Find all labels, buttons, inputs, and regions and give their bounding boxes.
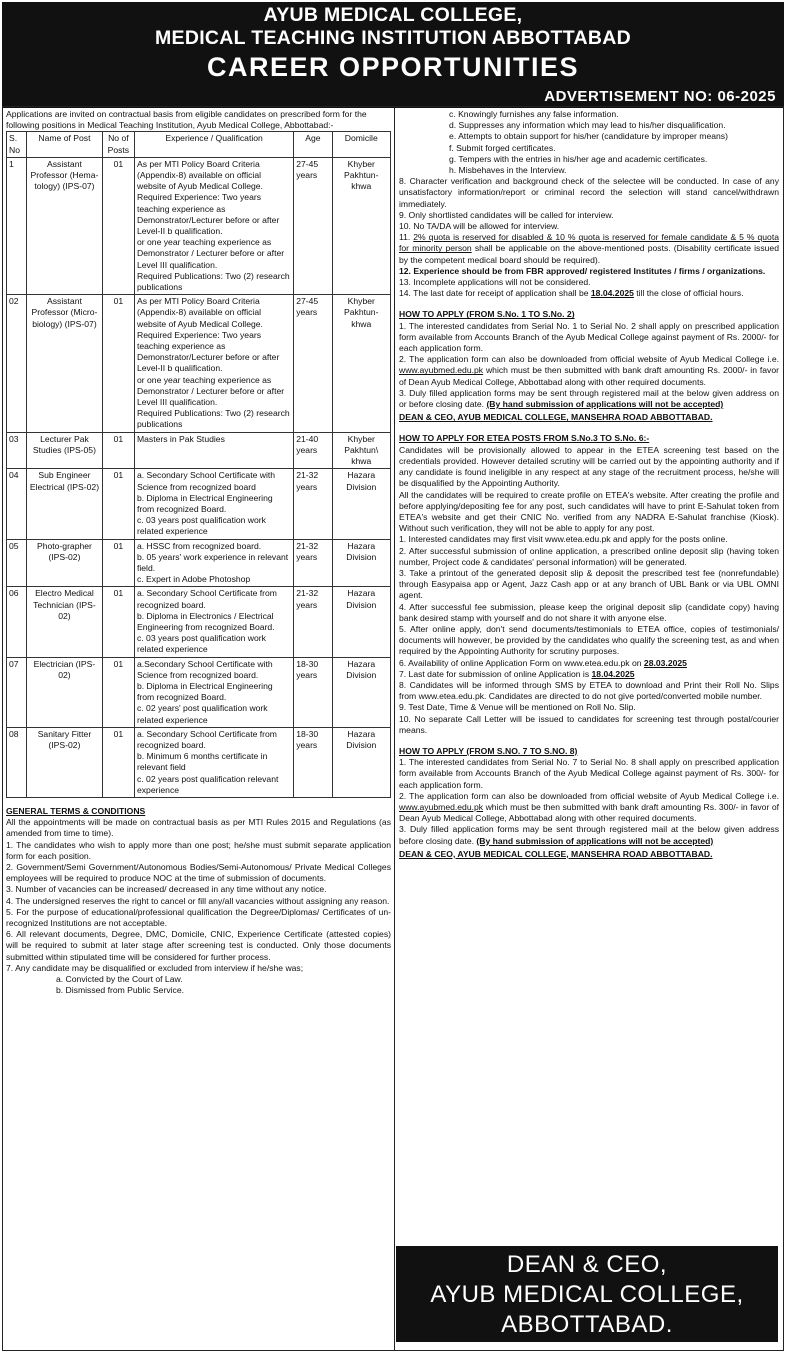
col-header-age: Age (294, 132, 332, 157)
step-text: 2. The application form can also be downloaded from official website of Ayub Medical College i.e. (399, 790, 779, 801)
row-experience: a.Secondary School Certificate with Science from recognized board. b. Diploma in Electrical Engineering from recognized Board. c. 02 years' post qualification work related experience (134, 657, 293, 727)
terms-item-deadline (399, 288, 779, 299)
how-to-apply-step (399, 388, 779, 410)
table-row (7, 432, 391, 469)
how-to-apply-step (399, 354, 779, 388)
header-career-title: CAREER OPPORTUNITIES (206, 52, 580, 82)
terms-item: 13. Incomplete applications will not be considered. (399, 277, 591, 288)
general-item: 3. Number of vacancies can be increased/ decreased in any time without any notice. (6, 884, 327, 895)
row-post: Lecturer Pak Studies (IPS-05) (27, 432, 103, 469)
etea-step: 1. Interested candidates may first visit www.etea.edu.pk and apply for the posts online. (399, 534, 728, 545)
row-posts: 01 (102, 432, 134, 469)
etea-step: 3. Take a printout of the generated deposit slip & deposit the prescribed test fee (nonrefundable) through Easypaisa app or Agent, Jazz Cash app or at any branch of UBL Bank or via UBL OMNI agent. (399, 567, 779, 601)
etea-step: 8. Candidates will be informed through SMS by ETEA to download and Print their Roll No. Slips from www.etea.edu.pk. Candidates are directed to do not give ported/converted mobile number. (399, 679, 779, 702)
step-text: which must be then submitted with bank draft amounting Rs. 2000/- in favor of Dean Ayub Medical College, Abbottabad along with other required documents. (399, 365, 779, 387)
etea-title: HOW TO APPLY FOR ETEA POSTS FROM S.No.3 TO S.No. 6:- (399, 433, 650, 444)
row-post: Electro Medical Technician (IPS-02) (27, 587, 103, 657)
row-posts: 01 (102, 295, 134, 432)
general-terms-title: GENERAL TERMS & CONDITIONS (6, 805, 146, 816)
etea-step (399, 658, 779, 669)
etea-step: 4. After successful fee submission, please keep the original deposit slip (candidate copy) having bank desired stamp with yourself and do not share it with anyone else. (399, 601, 779, 623)
row-post: Sanitary Fitter (IPS-02) (27, 727, 103, 797)
general-item: 4. The undersigned reserves the right to cancel or fill any/all vacancies without assigning any reason. (6, 895, 390, 906)
row-experience: Masters in Pak Studies (134, 432, 293, 469)
intro-text: Applications are invited on contractual basis from eligible candidates on prescribed form for the following positions in Medical Teaching Institution, Ayub Medical College, Abbottabad:- (6, 109, 367, 131)
dean-address: DEAN & CEO, AYUB MEDICAL COLLEGE, MANSEHRA ROAD ABBOTTABAD. (399, 412, 713, 423)
content-frame (2, 106, 784, 1351)
online-deadline-date: 18.04.2025 (591, 668, 635, 679)
col-header-posts: No of Posts (102, 132, 134, 157)
how-to-apply-2-title: HOW TO APPLY (FROM S.NO. 7 TO S.NO. 8) (399, 745, 578, 756)
col-header-sno: S. No (7, 132, 27, 157)
col-header-domicile: Domicile (332, 132, 390, 157)
row-sno: 1 (7, 157, 27, 294)
row-post: Photo-grapher (IPS-02) (27, 539, 103, 587)
table-row (7, 295, 391, 432)
row-sno: 06 (7, 587, 27, 657)
terms-item: 12. Experience should be from FBR approved/ registered Institutes / firms / organizations. (399, 265, 766, 276)
row-experience: a. Secondary School Certificate from recognized board. b. Diploma in Electronics / Electrical Engineering from recognized Board. c. 03 years post qualification work related experience (134, 587, 293, 657)
col-header-post: Name of Post (27, 132, 103, 157)
row-sno: 07 (7, 657, 27, 727)
step-text: 3. Duly filled application forms may be sent through registered mail at the below given address before closing date. (399, 824, 779, 846)
etea-step (399, 669, 779, 680)
terms-item-quota (399, 232, 779, 266)
general-sub-item: b. Dismissed from Public Service. (56, 985, 184, 996)
row-experience: As per MTI Policy Board Criteria (Appendix-8) available on official website of Ayub Medical College. Required Experience: Two years teaching experience as Demonstrator/Lecturer before or after Level-II b qualification. or one year teaching experience as Demonstrator / Lecturer before or after Level III qualification. Required Publications: Two (2) research publications (134, 295, 293, 432)
etea-paragraph: Candidates will be provisionally allowed to appear in the ETEA screening test based on the credentials provided. However detailed scrutiny will be carried out by the appointing authority and if any candidate is found ineligible in any respect at any stage of the recruitment process, he/she will be disqualified by the Appointing Authority. (399, 444, 779, 489)
footer-title: DEAN & CEO, (506, 1251, 668, 1278)
table-row (7, 157, 391, 294)
quota-text: 2% quota is reserved for disabled & 10 % quota is reserved for female candidate & 5 % quota for minority person (399, 232, 779, 254)
row-sno: 02 (7, 295, 27, 432)
general-item: 6. All relevant documents, Degree, DMC, Domicile, CNIC, Experience Certificate (attested copies) will be required to submit at later stage after screening test is conducted. Only those documents submitted within stipulated time will be considered for further process. (6, 929, 391, 962)
row-posts: 01 (102, 727, 134, 797)
row-experience: a. Secondary School Certificate with Science from recognized board b. Diploma in Electrical Engineering from recognized Board. c. 03 years post qualification work related experience (134, 469, 293, 539)
general-item: 7. Any candidate may be disqualified or excluded from interview if he/she was; (6, 962, 304, 973)
row-sno: 05 (7, 539, 27, 587)
row-age: 21-40 years (294, 432, 332, 469)
step-text: 3. Duly filled application forms may be sent through registered mail at the below given address on or before closing date. (399, 387, 779, 410)
right-column (395, 107, 783, 862)
general-item: 2. Government/Semi Government/Autonomous Bodies/Semi-Autonomous/ Private Medical Colleges employees will be required to produce NOC at the time of submission of documents. (6, 862, 391, 884)
deadline-date: 18.04.2025 (590, 288, 634, 299)
general-item: 5. For the purpose of educational/professional qualification the Degree/Diplomas/ Certificates of un-recognized Institutions are not acceptable. (6, 906, 391, 929)
col-header-experience: Experience / Qualification (134, 132, 293, 157)
etea-step: 2. After successful submission of online application, a prescribed online deposit slip (having token number, Project code & candidates' personal information) will be generated. (399, 545, 779, 567)
row-domicile: Khyber Pakhtun-khwa (332, 295, 390, 432)
table-row (7, 657, 391, 727)
row-post: Assistant Professor (Micro-biology) (IPS-07) (27, 295, 103, 432)
how-to-apply-step: 1. The interested candidates from Serial No. 1 to Serial No. 2 shall apply on prescribed application form available from Accounts Branch of the Ayub Medical College against payment of Rs. 2000/- for each application form. (399, 320, 779, 354)
table-row (7, 727, 391, 797)
posts-table (6, 131, 391, 798)
terms-item: 8. Character verification and background check of the selectee will be conducted. In case of any unsatisfactory information/report or criminal record the selection will stand cancel/withdrawn immediately. (399, 176, 779, 209)
header-college-name: AYUB MEDICAL COLLEGE, (263, 4, 523, 26)
step-text: 7. Last date for submission of online Application is (399, 668, 592, 679)
terms-sub-item: h. Misbehaves in the Interview. (449, 165, 567, 176)
terms-sub-item: f. Submit forged certificates. (449, 142, 556, 153)
how-to-apply-step (399, 791, 779, 825)
row-posts: 01 (102, 469, 134, 539)
row-age: 18-30 years (294, 657, 332, 727)
general-sub-item: a. Convicted by the Court of Law. (56, 974, 183, 985)
etea-step: 5. After online apply, don't send documents/testimonials to ETEA office, copies of testimonials/ documents will however, be provided by the candidates who qualify the screening test, as and when required by the Appointing Authority for scrutiny purposes. (399, 623, 779, 657)
row-age: 21-32 years (294, 469, 332, 539)
row-posts: 01 (102, 657, 134, 727)
general-intro: All the appointments will be made on contractual basis as per MTI Rules 2015 and Regulations (as amended from time to time). (6, 817, 391, 839)
row-sno: 04 (7, 469, 27, 539)
row-domicile: Hazara Division (332, 727, 390, 797)
row-post: Sub Engineer Electrical (IPS-02) (27, 469, 103, 539)
footer-city: ABBOTTABAD. (501, 1311, 673, 1338)
terms-sub-item: c. Knowingly furnishes any false information. (449, 109, 619, 119)
how-to-apply-step: 1. The interested candidates from Serial No. 7 to Serial No. 8 shall apply on prescribed application form available from Accounts Branch of the Ayub Medical College against payment of Rs. 300/- for each application form. (399, 757, 779, 790)
etea-step: 10. No separate Call Letter will be issued to candidates for screening test through postal/courier means. (399, 713, 779, 735)
deadline-suffix: till the close of official hours. (633, 288, 744, 299)
row-posts: 01 (102, 157, 134, 294)
table-row (7, 539, 391, 587)
terms-item-text: No TA/DA will be allowed for interview. (413, 221, 560, 232)
row-domicile: Hazara Division (332, 539, 390, 587)
footer-signature-block (396, 1246, 778, 1342)
table-row (7, 587, 391, 657)
row-age: 18-30 years (294, 727, 332, 797)
quota-rest: shall be applicable on the above-mentioned posts. (Disability certificate issued by the competent medical board should be required). (399, 243, 779, 265)
row-domicile: Khyber Pakhtun\ khwa (332, 432, 390, 469)
terms-item-number: 10. (399, 221, 411, 232)
terms-sub-item: g. Tempers with the entries in his/her age and academic certificates. (449, 153, 708, 164)
step-text: 2. The application form can also be downloaded from official website of Ayub Medical College i.e. (399, 354, 779, 365)
deadline-prefix: 14. The last date for receipt of application shall be (399, 288, 591, 299)
left-column (3, 107, 394, 998)
etea-step: 9. Test Date, Time & Venue will be mentioned on Roll No. Slip. (399, 702, 636, 713)
how-to-apply-1-title: HOW TO APPLY (FROM S.No. 1 TO S.No. 2) (399, 309, 575, 320)
availability-date: 28.03.2025 (643, 657, 687, 668)
row-domicile: Khyber Pakhtun-khwa (332, 157, 390, 294)
footer-college: AYUB MEDICAL COLLEGE, (430, 1281, 744, 1308)
row-domicile: Hazara Division (332, 657, 390, 727)
row-post: Assistant Professor (Hema-tology) (IPS-07) (27, 157, 103, 294)
step-text: which must be then submitted with bank draft amounting Rs. 300/- in favor of Dean Ayub Medical College, Abbottabad along with other required documents. (399, 801, 779, 824)
how-to-apply-step (399, 824, 779, 846)
terms-sub-item: d. Suppresses any information which may lead to his/her disqualification. (449, 120, 726, 131)
row-posts: 01 (102, 587, 134, 657)
website-link[interactable]: www.ayubmed.edu.pk (399, 801, 484, 812)
terms-item (399, 221, 779, 232)
header-institution: MEDICAL TEACHING INSTITUTION ABBOTTABAD (154, 27, 632, 49)
row-experience: a. HSSC from recognized board. b. 05 years' work experience in relevant field. c. Expert in Adobe Photoshop (134, 539, 293, 587)
row-posts: 01 (102, 539, 134, 587)
row-age: 27-45 years (294, 295, 332, 432)
table-header-row (7, 132, 391, 157)
by-hand-note: (By hand submission of applications will not be accepted) (486, 399, 724, 410)
dean-address: DEAN & CEO, AYUB MEDICAL COLLEGE, MANSEHRA ROAD ABBOTTABAD. (399, 848, 713, 859)
advertisement-number: ADVERTISEMENT NO: 06-2025 (544, 88, 776, 105)
terms-item-number: 11. (399, 232, 411, 243)
general-item: 1. The candidates who wish to apply more than one post; he/she must submit separate application form for each position. (6, 839, 391, 861)
terms-sub-item: e. Attempts to obtain support for his/her (candidature by improper means) (449, 131, 728, 142)
row-age: 27-45 years (294, 157, 332, 294)
row-age: 21-32 years (294, 587, 332, 657)
row-domicile: Hazara Division (332, 587, 390, 657)
terms-item: 9. Only shortlisted candidates will be called for interview. (399, 209, 614, 220)
step-text: 6. Availability of online Application Form on www.etea.edu.pk on (399, 657, 644, 668)
row-experience: As per MTI Policy Board Criteria (Appendix-8) available on official website of Ayub Medical College. Required Experience: Two years teaching experience as Demonstrator/Lecturer before or after Level-II b qualification. or one year teaching experience as Demonstrator / Lecturer before or after Level III qualification. Required Publications: Two (2) research publications (134, 157, 293, 294)
table-row (7, 469, 391, 539)
row-post: Electrician (IPS-02) (27, 657, 103, 727)
etea-paragraph: All the candidates will be required to create profile on ETEA's website. After creating the profile and before applying/depositing fee for any post, such candidates will have to print E-Sahulat token from ETEA's website and get their CNIC No. verified from any NADRA E-Sahulat franchise (Kiosk). Without such verification, they will not be able to apply for any post. (399, 489, 779, 534)
website-link[interactable]: www.ayubmed.edu.pk (399, 365, 484, 376)
row-domicile: Hazara Division (332, 469, 390, 539)
row-sno: 03 (7, 432, 27, 469)
by-hand-note: (By hand submission of applications will not be accepted) (476, 835, 714, 846)
row-age: 21-32 years (294, 539, 332, 587)
row-experience: a. Secondary School Certificate from recognized board. b. Minimum 6 months certificate in relevant field c. 02 years post qualification relevant experience (134, 727, 293, 797)
row-sno: 08 (7, 727, 27, 797)
